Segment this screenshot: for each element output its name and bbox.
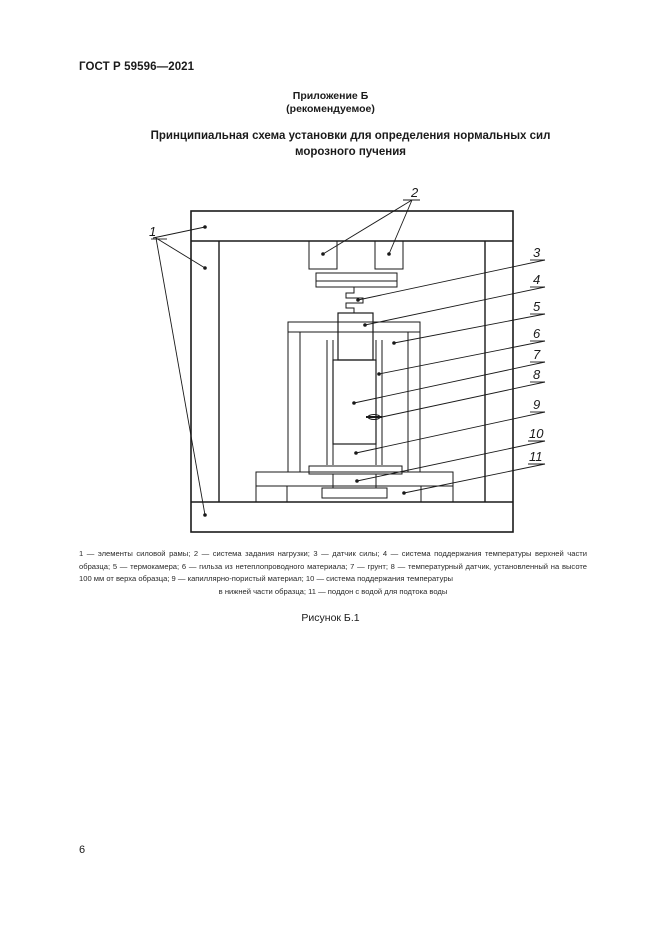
callout-4: 4 <box>533 272 541 287</box>
page-number: 6 <box>79 844 86 856</box>
force-sensor <box>346 287 363 313</box>
callout-3: 3 <box>533 245 541 260</box>
callout-leaders <box>151 200 545 515</box>
caption-line-4: в нижней части образца; 11 — поддон с водой для подтока воды <box>218 586 448 596</box>
top-temperature-block <box>338 313 373 360</box>
appendix-subtitle: (рекомендуемое) <box>286 103 375 115</box>
bottom-temperature-system <box>309 466 402 498</box>
thermochamber <box>288 322 420 472</box>
caption-line-3: установленный на высоте 100 мм от верха образца; 9 — капиллярно-пористый материал; 10 — система поддержания температуры <box>79 561 587 583</box>
callout-10: 10 <box>529 426 544 441</box>
force-frame <box>191 211 513 532</box>
callout-2: 2 <box>411 185 419 200</box>
figure-label: Рисунок Б.1 <box>301 612 360 624</box>
temperature-sensor <box>366 415 382 420</box>
figure-title-line-1: Принципиальная схема установки для определения нормальных сил <box>150 130 551 142</box>
callout-5: 5 <box>533 299 541 314</box>
soil-sample <box>333 360 376 444</box>
callout-8: 8 <box>533 367 541 382</box>
caption-line-2: верхней части образца; 5 — термокамера; 6 — гильза из нетеплопроводного материала; 7 — грунт; 8 — температурный датчик, <box>79 549 587 571</box>
document-code: ГОСТ Р 59596—2021 <box>79 61 195 73</box>
load-system <box>309 241 403 287</box>
callout-1: 1 <box>149 224 157 239</box>
callout-9: 9 <box>533 397 541 412</box>
figure-title-line-2: морозного пучения <box>295 146 406 158</box>
figure-caption <box>79 548 587 598</box>
callout-6: 6 <box>533 326 541 341</box>
appendix-title: Приложение Б <box>292 90 369 102</box>
callout-7: 7 <box>533 347 541 362</box>
caption-line-1: 1 — элементы силовой рамы; 2 — система задания нагрузки; 3 — датчик силы; 4 — система поддержания температуры <box>79 549 532 558</box>
callout-11: 11 <box>529 449 543 464</box>
